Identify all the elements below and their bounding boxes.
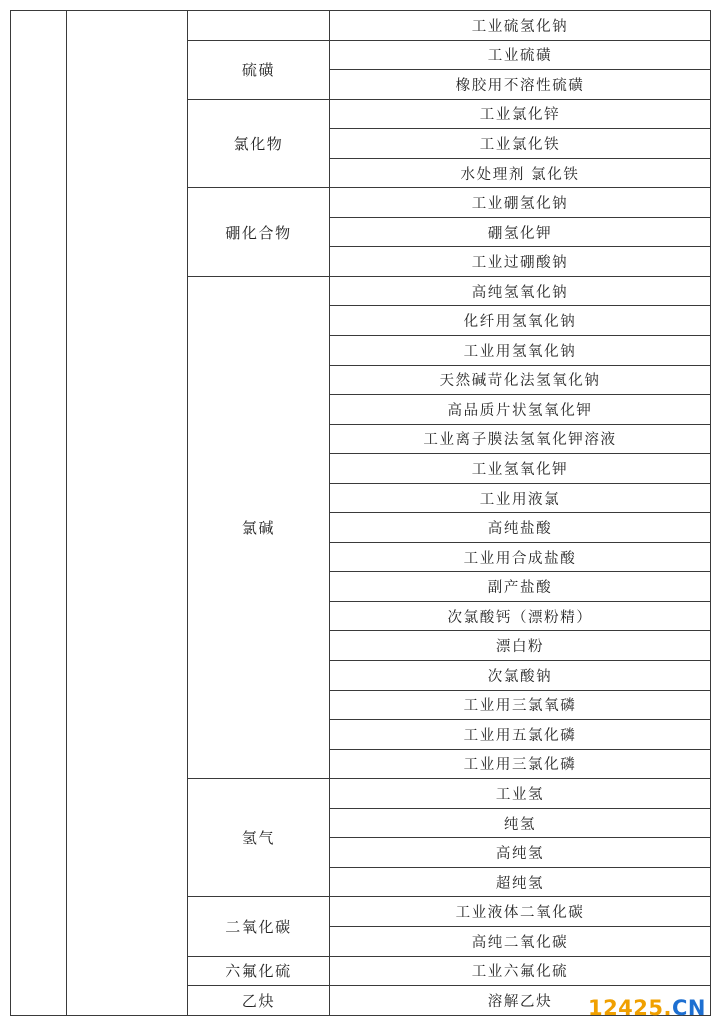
category-cell: 硫磺 [188,40,330,99]
product-cell: 次氯酸钠 [330,661,711,691]
product-cell: 化纤用氢氧化钠 [330,306,711,336]
category-cell: 乙炔 [188,986,330,1016]
product-cell: 工业用五氯化磷 [330,720,711,750]
category-cell: 六氟化硫 [188,956,330,986]
product-cell: 工业过硼酸钠 [330,247,711,277]
product-cell: 工业氢氧化钾 [330,454,711,484]
product-table [10,10,711,1016]
product-cell: 超纯氢 [330,867,711,897]
product-cell: 工业氯化锌 [330,99,711,129]
product-cell: 溶解乙炔 [330,986,711,1016]
category-cell: 硼化合物 [188,188,330,277]
category-cell: 二氧化碳 [188,897,330,956]
product-cell: 工业液体二氧化碳 [330,897,711,927]
product-cell: 工业用三氯氧磷 [330,690,711,720]
product-cell: 高品质片状氢氧化钾 [330,395,711,425]
product-cell: 硼氢化钾 [330,217,711,247]
blank-column-2 [67,11,188,1016]
product-cell: 橡胶用不溶性硫磺 [330,70,711,100]
product-cell: 工业离子膜法氢氧化钾溶液 [330,424,711,454]
product-cell: 水处理剂 氯化铁 [330,158,711,188]
category-cell [188,11,330,41]
product-cell: 工业硼氢化钠 [330,188,711,218]
product-cell: 工业六氟化硫 [330,956,711,986]
product-cell: 工业氯化铁 [330,129,711,159]
product-cell: 天然碱苛化法氢氧化钠 [330,365,711,395]
product-cell: 高纯盐酸 [330,513,711,543]
product-cell: 高纯二氧化碳 [330,926,711,956]
product-cell: 纯氢 [330,808,711,838]
table-row [11,11,711,41]
category-cell: 氢气 [188,779,330,897]
product-cell: 工业用三氯化磷 [330,749,711,779]
product-cell: 次氯酸钙（漂粉精） [330,601,711,631]
product-cell: 高纯氢 [330,838,711,868]
category-cell: 氯化物 [188,99,330,188]
product-cell: 工业氢 [330,779,711,809]
product-cell: 工业用液氯 [330,483,711,513]
product-cell: 工业硫磺 [330,40,711,70]
site-watermark: 12425.CN [587,996,706,1020]
product-cell: 副产盐酸 [330,572,711,602]
product-cell: 工业硫氢化钠 [330,11,711,41]
blank-column-1 [11,11,67,1016]
category-cell: 氯碱 [188,276,330,778]
product-cell: 漂白粉 [330,631,711,661]
product-cell: 高纯氢氧化钠 [330,276,711,306]
product-cell: 工业用合成盐酸 [330,542,711,572]
product-cell: 工业用氢氧化钠 [330,336,711,366]
